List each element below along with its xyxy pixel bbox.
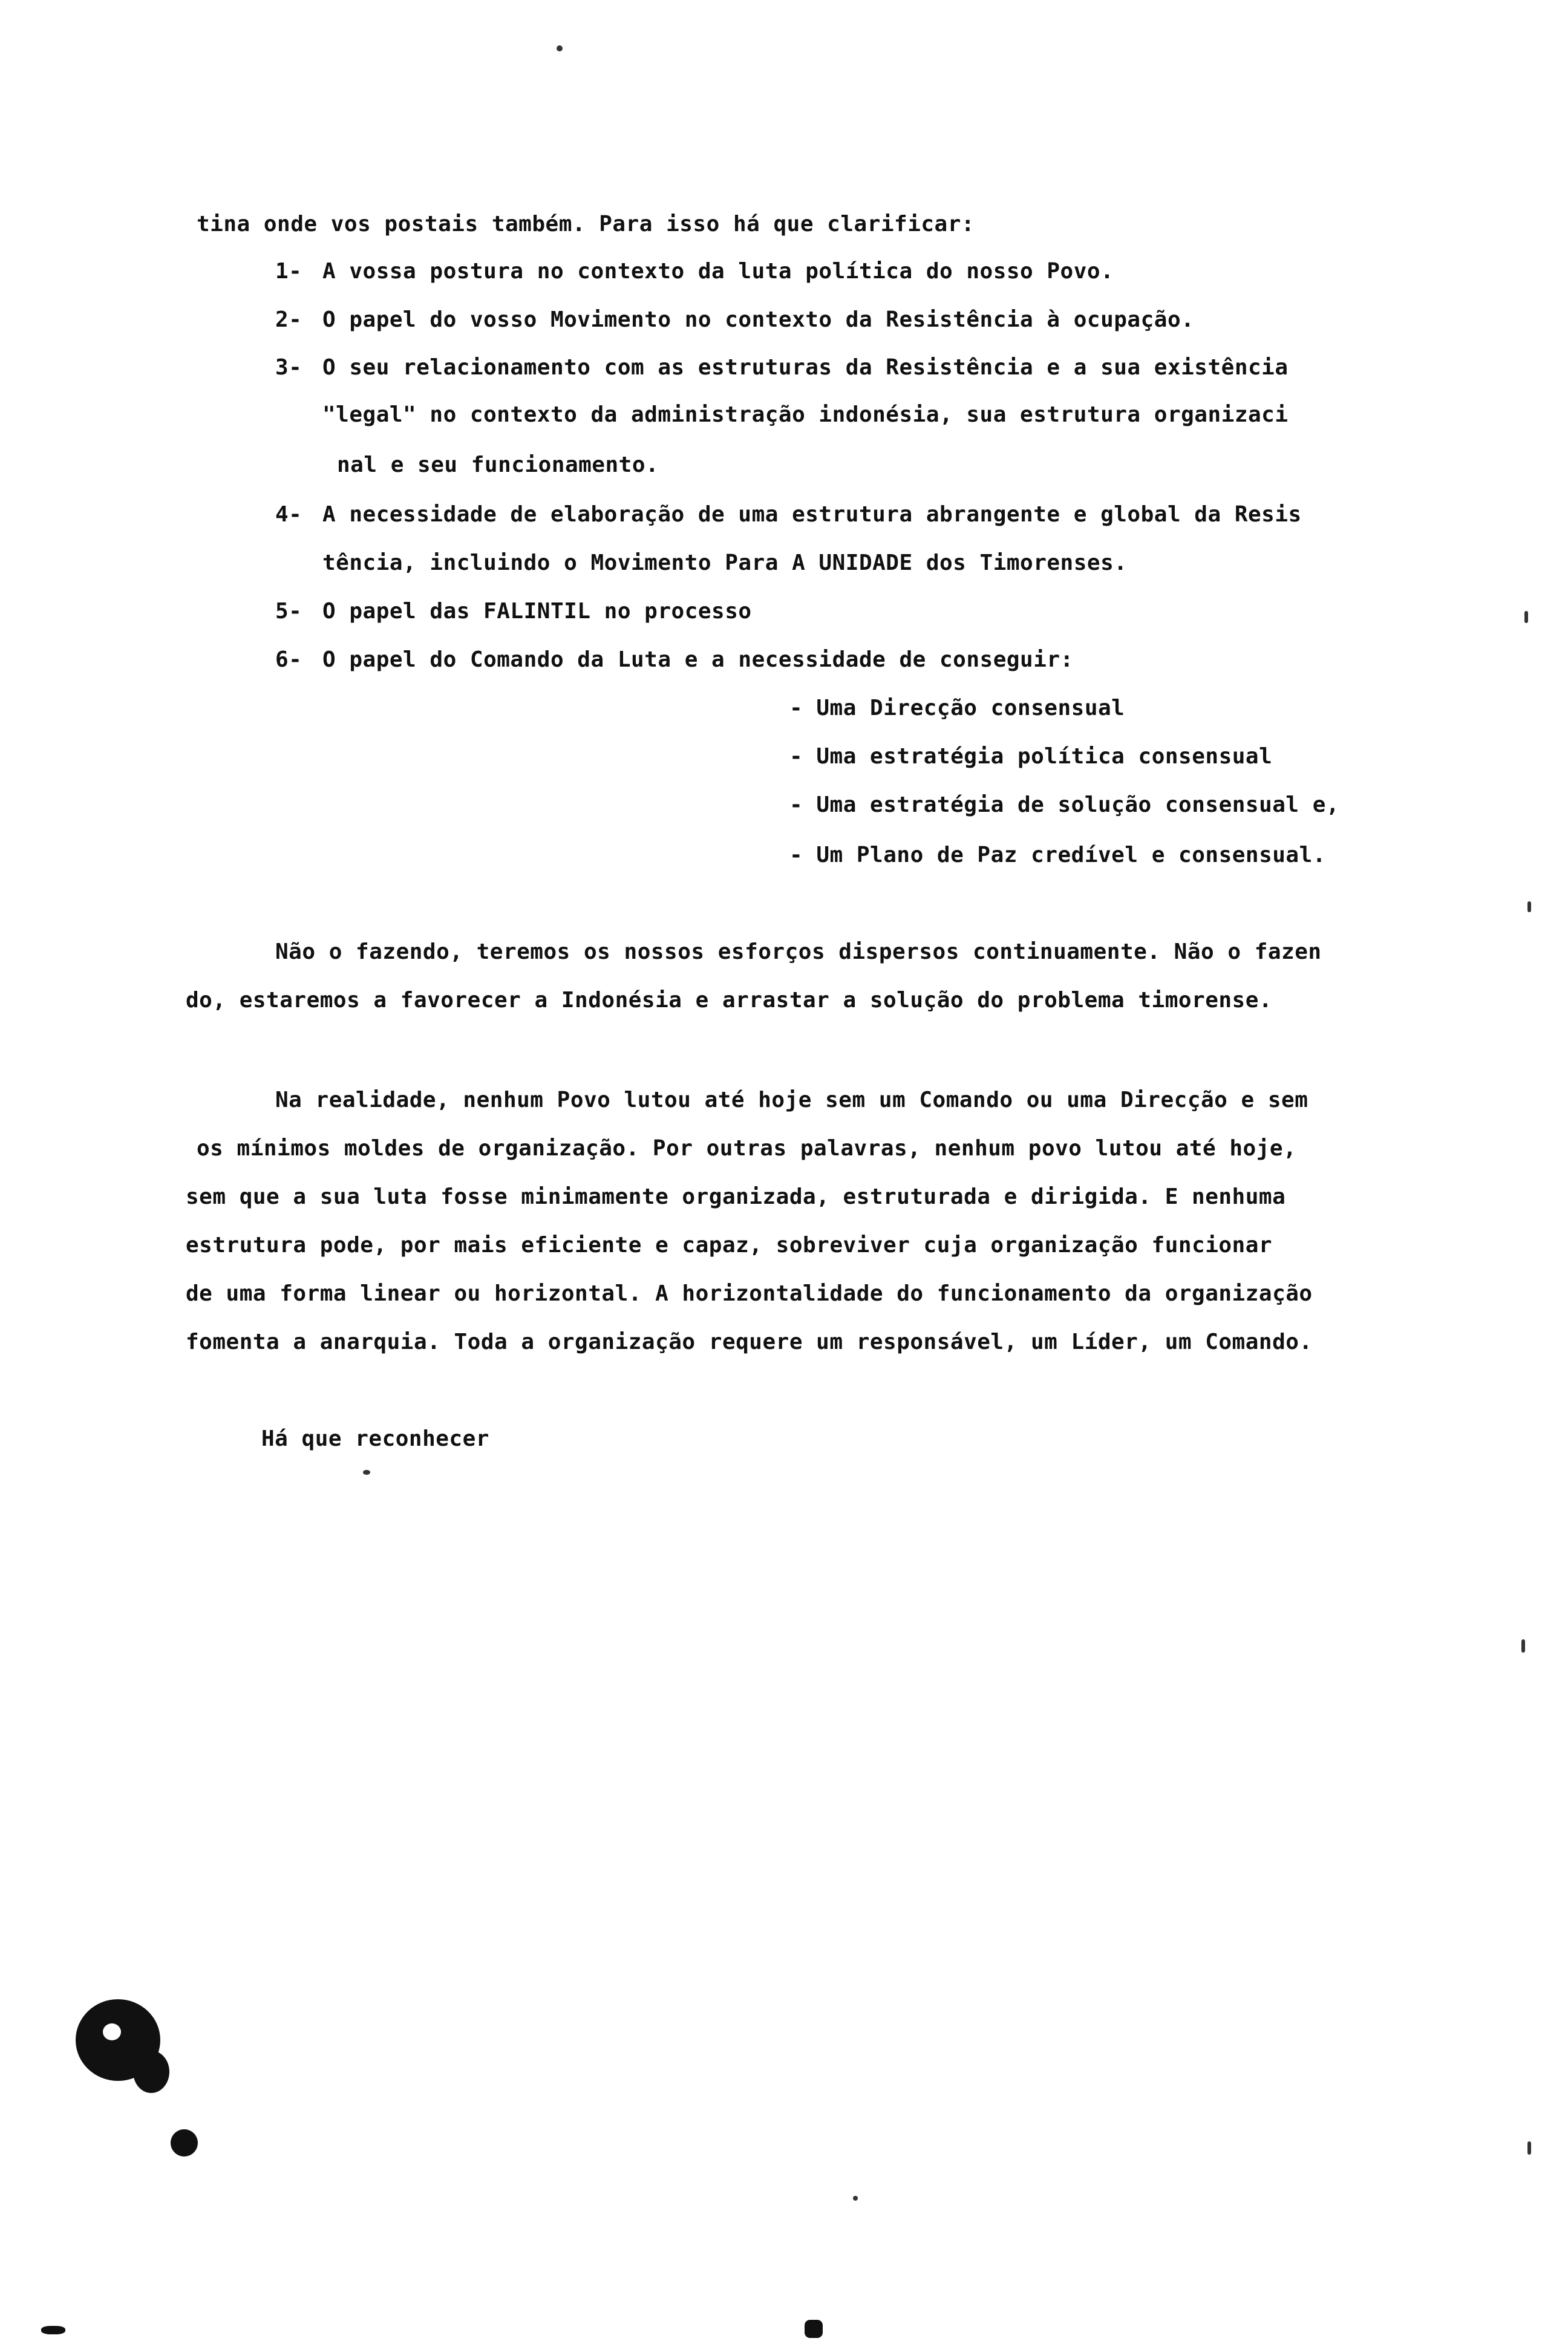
speck-bottom [853,2196,858,2201]
sub-item-4: - Um Plano de Paz credível e consensual. [789,843,1326,867]
speck-right-2 [1527,901,1531,912]
paragraph-2-line-1: Na realidade, nenhum Povo lutou até hoje sem um Comando ou uma Direcção e sem [275,1088,1308,1112]
list-item-4-line-1: A necessidade de elaboração de uma estrutura abrangente e global da Resis [322,502,1302,527]
closing-line: Há que reconhecer [261,1426,489,1451]
speck-right-1 [1524,611,1528,623]
list-item-2-number: 2- [275,307,302,332]
paragraph-1-line-1: Não o fazendo, teremos os nossos esforços dispersos continuamente. Não o fazen [275,939,1322,964]
sub-item-3: - Uma estratégia de solução consensual e, [789,792,1340,817]
list-item-3-line-3: nal e seu funcionamento. [337,452,659,477]
list-item-3-line-2: "legal" no contexto da administração indonésia, sua estrutura organizaci [322,402,1289,427]
speck-top [557,45,563,51]
list-item-3-number: 3- [275,355,302,380]
list-item-4-line-2: tência, incluindo o Movimento Para A UNIDADE dos Timorenses. [322,550,1128,575]
speck-right-3 [1521,1639,1525,1653]
speck-mid [363,1470,370,1475]
ink-mark-bottom [805,2320,823,2338]
list-item-4-number: 4- [275,502,302,527]
list-item-1-line-1: A vossa postura no contexto da luta política do nosso Povo. [322,259,1114,284]
list-item-2-line-1: O papel do vosso Movimento no contexto da Resistência à ocupação. [322,307,1195,332]
speck-right-4 [1527,2141,1531,2155]
ink-blot-tail [133,2051,169,2093]
list-item-5-number: 5- [275,599,302,624]
ink-mark-corner [41,2326,65,2334]
paragraph-2-line-4: estrutura pode, por mais eficiente e capaz, sobreviver cuja organização funcionar [186,1233,1273,1258]
list-item-6-number: 6- [275,647,302,672]
paragraph-1-line-2: do, estaremos a favorecer a Indonésia e arrastar a solução do problema timorense. [186,988,1273,1013]
ink-dot [171,2129,198,2157]
list-item-1-number: 1- [275,259,302,284]
intro-line: tina onde vos postais também. Para isso há que clarificar: [197,212,975,237]
list-item-5-line-1: O papel das FALINTIL no processo [322,599,752,624]
sub-item-1: - Uma Direcção consensual [789,696,1125,720]
list-item-3-line-1: O seu relacionamento com as estruturas da Resistência e a sua existência [322,355,1289,380]
paragraph-2-line-6: fomenta a anarquia. Toda a organização requere um responsável, um Líder, um Comando. [186,1330,1313,1354]
sub-item-2: - Uma estratégia política consensual [789,744,1273,769]
paragraph-2-line-2: os mínimos moldes de organização. Por outras palavras, nenhum povo lutou até hoje, [197,1136,1297,1161]
ink-blot-hole [103,2023,121,2040]
paragraph-2-line-5: de uma forma linear ou horizontal. A horizontalidade do funcionamento da organização [186,1281,1313,1306]
list-item-6-line-1: O papel do Comando da Luta e a necessidade de conseguir: [322,647,1074,672]
paragraph-2-line-3: sem que a sua luta fosse minimamente organizada, estruturada e dirigida. E nenhuma [186,1184,1286,1209]
